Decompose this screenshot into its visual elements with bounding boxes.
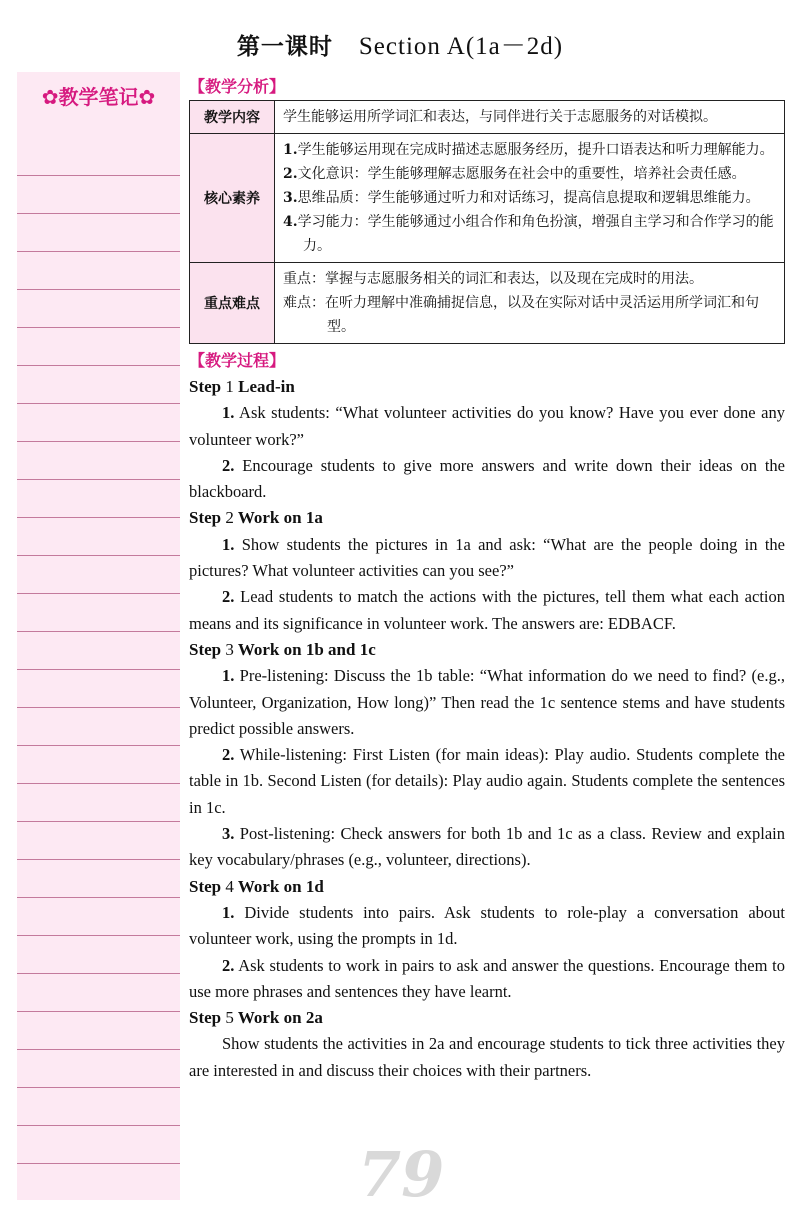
step-title: Step 5 Work on 2a	[189, 1008, 323, 1028]
step-1	[189, 374, 785, 505]
step-4	[189, 874, 785, 1005]
analysis-table	[189, 100, 785, 344]
step-5	[189, 1005, 785, 1084]
row-label: 核心素养	[190, 134, 275, 263]
notes-ruled-lines	[17, 138, 180, 1200]
process-heading: 【教学过程】	[189, 351, 286, 370]
page-number: 79	[358, 1138, 445, 1211]
row-value: 学生能够运用所学词汇和表达，与同伴进行关于志愿服务的对话模拟。	[275, 101, 785, 134]
step-title: Step 1 Lead-in	[189, 377, 295, 396]
teaching-notes-sidebar	[17, 72, 180, 1200]
row-value	[275, 263, 785, 344]
step-paragraph: 1. Divide students into pairs. Ask students to role-play a conversation about volunteer work, using the prompts in 1d.	[189, 902, 785, 949]
step-paragraph: 2. While-listening: First Listen (for main ideas): Play audio. Students complete the table in 1b. Second Listen (for details): Play audio again. Students complete the sentences in 1c.	[189, 745, 785, 817]
page-title	[0, 26, 800, 62]
table-row	[190, 101, 785, 134]
step-paragraph: 2. Lead students to match the actions with the pictures, tell them what each action means and its significance in volunteer work. The answers are: EDBACF.	[189, 587, 785, 633]
step-3	[189, 637, 785, 874]
list-item: 3.思维品质：学生能够通过听力和对话练习，提高信息提取和逻辑思维能力。	[283, 190, 760, 206]
notes-title: ✿教学笔记✿	[41, 85, 156, 109]
difficulty-text: 难点：在听力理解中准确捕捉信息，以及在实际对话中灵活运用所学词汇和句型。	[283, 295, 759, 335]
step-paragraph: Show students the activities in 2a and encourage students to tick three activities they are interested in and discuss their choices with their partners.	[189, 1034, 785, 1080]
row-label: 教学内容	[190, 101, 275, 134]
lesson-label: 第一课时	[236, 34, 333, 60]
step-title: Step 3 Work on 1b and 1c	[189, 639, 376, 659]
process-steps	[189, 374, 785, 1084]
analysis-heading: 【教学分析】	[189, 77, 286, 96]
main-content	[189, 76, 785, 1084]
table-row	[190, 134, 785, 263]
step-title: Step 4 Work on 1d	[189, 876, 324, 896]
step-paragraph: 2. Encourage students to give more answers and write down their ideas on the blackboard.	[189, 455, 785, 502]
step-title: Step 2 Work on 1a	[189, 508, 323, 528]
step-paragraph: 1. Pre-listening: Discuss the 1b table: “What information do we need to find? (e.g., Volunteer, Organization, How long)” Then read the 1c sentence stems and have students predict possible answers.	[189, 666, 785, 738]
section-label: Section A(1a－2d)	[358, 33, 564, 60]
list-item: 4.学习能力：学生能够通过小组合作和角色扮演，增强自主学习和合作学习的能力。	[283, 214, 774, 254]
step-2	[189, 505, 785, 636]
step-paragraph: 3. Post-listening: Check answers for both 1b and 1c as a class. Review and explain key vocabulary/phrases (e.g., volunteer, directions).	[189, 824, 785, 870]
list-item: 2.文化意识：学生能够理解志愿服务在社会中的重要性，培养社会责任感。	[283, 166, 746, 182]
table-row	[190, 263, 785, 344]
step-paragraph: 1. Show students the pictures in 1a and ask: “What are the people doing in the pictures? What volunteer activities can you see?”	[189, 534, 785, 581]
step-paragraph: 1. Ask students: “What volunteer activities do you know? Have you ever done any volunteer work?”	[189, 403, 785, 449]
focus-text: 重点：掌握与志愿服务相关的词汇和表达，以及现在完成时的用法。	[283, 271, 703, 287]
step-paragraph: 2. Ask students to work in pairs to ask and answer the questions. Encourage them to use more phrases and sentences they have learnt.	[189, 955, 785, 1001]
row-value	[275, 134, 785, 263]
row-label: 重点难点	[190, 263, 275, 344]
list-item: 1.学生能够运用现在完成时描述志愿服务经历，提升口语表达和听力理解能力。	[283, 142, 774, 158]
